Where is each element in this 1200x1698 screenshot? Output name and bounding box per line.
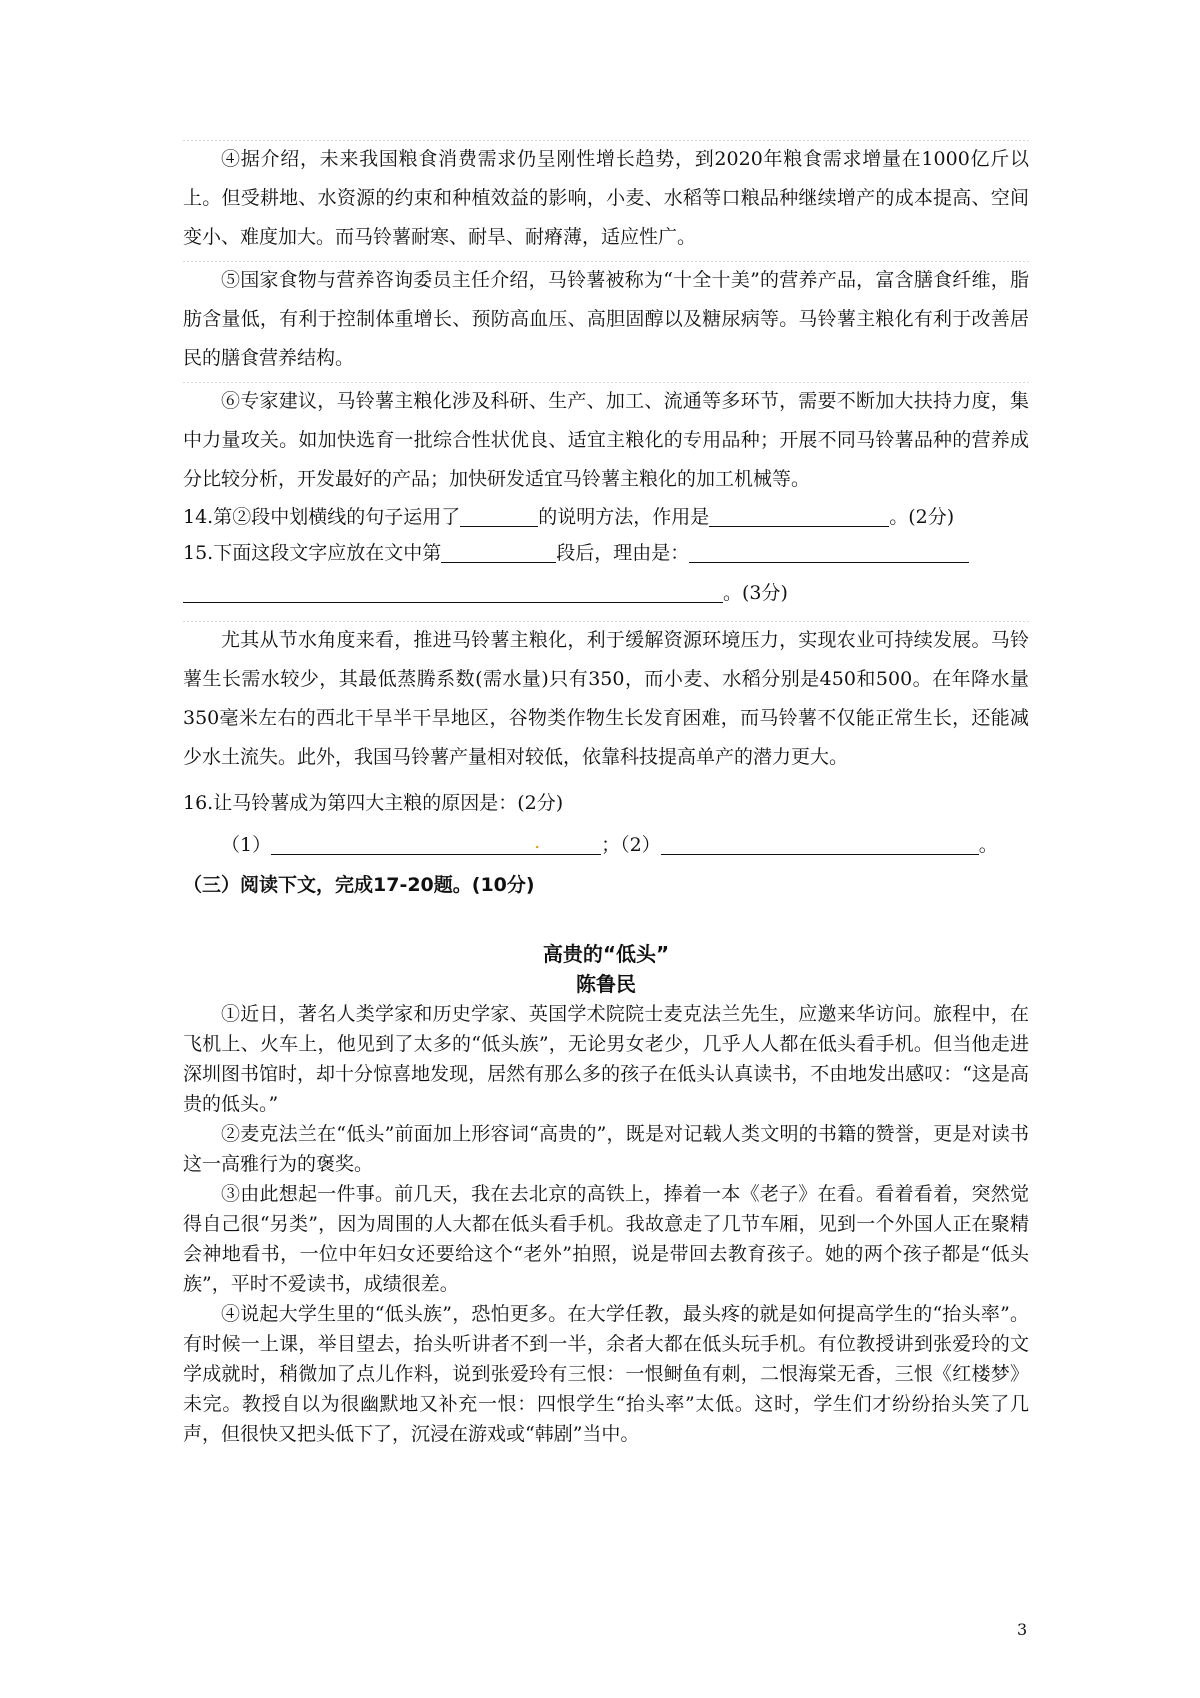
q16-separator: ；（2） <box>601 834 661 856</box>
article <box>183 939 1029 1449</box>
q16-label-1: （1） <box>221 834 272 856</box>
q14-text-2: 的说明方法，作用是 <box>538 506 710 528</box>
article-paragraph-2: ②麦克法兰在“低头”前面加上形容词“高贵的”，既是对记载人类文明的书籍的赞誉，更是对读书这一高雅行为的褒奖。 <box>183 1123 1029 1175</box>
q15-text-2: 段后，理由是： <box>556 542 690 564</box>
paragraph-text: ④据介绍，未来我国粮食消费需求仍呈刚性增长趋势，到2020年粮食需求增量在1000亿斤以上。但受耕地、水资源的约束和种植效益的影响，小麦、水稻等口粮品种继续增产的成本提高、空间变小、难度加大。而马铃薯耐寒、耐旱、耐瘠薄，适应性广。 <box>183 140 1029 257</box>
q15-blank-reason-2[interactable] <box>183 580 723 603</box>
q15-blank-reason-1[interactable] <box>689 540 969 563</box>
article-paragraph-1: ①近日，著名人类学家和历史学家、英国学术院院士麦克法兰先生，应邀来华访问。旅程中，在飞机上、火车上，他见到了太多的“低头族”，无论男女老少，几乎人人都在低头看手机。但当他走进深圳图书馆时，却十分惊喜地发现，居然有那么多的孩子在低头认真读书，不由地发出感叹：“这是高贵的低头。” <box>183 1003 1029 1115</box>
section-3-heading: （三）阅读下文，完成17-20题。(10分) <box>183 874 535 896</box>
article-title: 高贵的“低头” <box>542 942 670 966</box>
article-author: 陈鲁民 <box>576 972 636 996</box>
q14-text-1: 14.第②段中划横线的句子运用了 <box>183 506 461 528</box>
q14-text-3: 。(2分) <box>889 506 955 528</box>
question-16 <box>183 785 1029 821</box>
q15-text-1: 15.下面这段文字应放在文中第 <box>183 542 442 564</box>
passage-paragraph-5 <box>183 261 1029 378</box>
document-page <box>183 140 1029 1449</box>
q16-blank-1[interactable] <box>271 832 601 855</box>
q14-blank-effect[interactable] <box>709 504 889 527</box>
paragraph-text: ⑥专家建议，马铃薯主粮化涉及科研、生产、加工、流通等多环节，需要不断加大扶持力度，集中力量攻关。如加快选育一批综合性状优良、适宜主粮化的专用品种；开展不同马铃薯品种的营养成分比较分析，开发最好的产品；加快研发适宜马铃薯主粮化的加工机械等。 <box>183 382 1029 499</box>
question-15 <box>183 535 1029 571</box>
passage-paragraph-6 <box>183 382 1029 499</box>
q16-dot: . <box>534 831 541 853</box>
q16-blank-2[interactable] <box>661 832 979 855</box>
question-16-answers <box>183 827 1029 863</box>
insert-paragraph <box>183 621 1029 777</box>
q14-blank-method[interactable] <box>460 504 538 527</box>
insert-paragraph-text: 尤其从节水角度来看，推进马铃薯主粮化，利于缓解资源环境压力，实现农业可持续发展。马铃薯生长需水较少，其最低蒸腾系数(需水量)只有350，而小麦、水稻分别是450和500。在年降水量350毫米左右的西北干旱半干旱地区，谷物类作物生长发育困难，而马铃薯不仅能正常生长，还能减少水土流失。此外，我国马铃薯产量相对较低，依靠科技提高单产的潜力更大。 <box>183 621 1029 777</box>
page-number: 3 <box>1017 1620 1028 1639</box>
q16-stem: 16.让马铃薯成为第四大主粮的原因是：(2分) <box>183 792 564 814</box>
article-paragraph-4: ④说起大学生里的“低头族”，恐怕更多。在大学任教，最头疼的就是如何提高学生的“抬头率”。有时候一上课，举目望去，抬头听讲者不到一半，余者大都在低头玩手机。有位教授讲到张爱玲的文学成就时，稍微加了点儿作料，说到张爱玲有三恨：一恨鲥鱼有刺，二恨海棠无香，三恨《红楼梦》未完。教授自以为很幽默地又补充一恨：四恨学生“抬头率”太低。这时，学生们才纷纷抬头笑了几声，但很快又把头低下了，沉浸在游戏或“韩剧”当中。 <box>183 1303 1029 1445</box>
paragraph-text: ⑤国家食物与营养咨询委员主任介绍，马铃薯被称为“十全十美”的营养产品，富含膳食纤维，脂肪含量低，有利于控制体重增长、预防高血压、高胆固醇以及糖尿病等。马铃薯主粮化有利于改善居民的膳食营养结构。 <box>183 261 1029 378</box>
q16-end: 。 <box>978 834 998 856</box>
question-15-continued <box>183 575 1029 611</box>
article-paragraph-3: ③由此想起一件事。前几天，我在去北京的高铁上，捧着一本《老子》在看。看着看着，突然觉得自己很“另类”，因为周围的人大都在低头看手机。我故意走了几节车厢，见到一个外国人正在聚精会神地看书，一位中年妇女还要给这个“老外”拍照，说是带回去教育孩子。她的两个孩子都是“低头族”，平时不爱读书，成绩很差。 <box>183 1183 1029 1295</box>
question-14 <box>183 499 1029 535</box>
passage-paragraph-4 <box>183 140 1029 257</box>
q15-blank-paragraph[interactable] <box>441 540 556 563</box>
q15-text-3: 。(3分) <box>723 582 788 604</box>
